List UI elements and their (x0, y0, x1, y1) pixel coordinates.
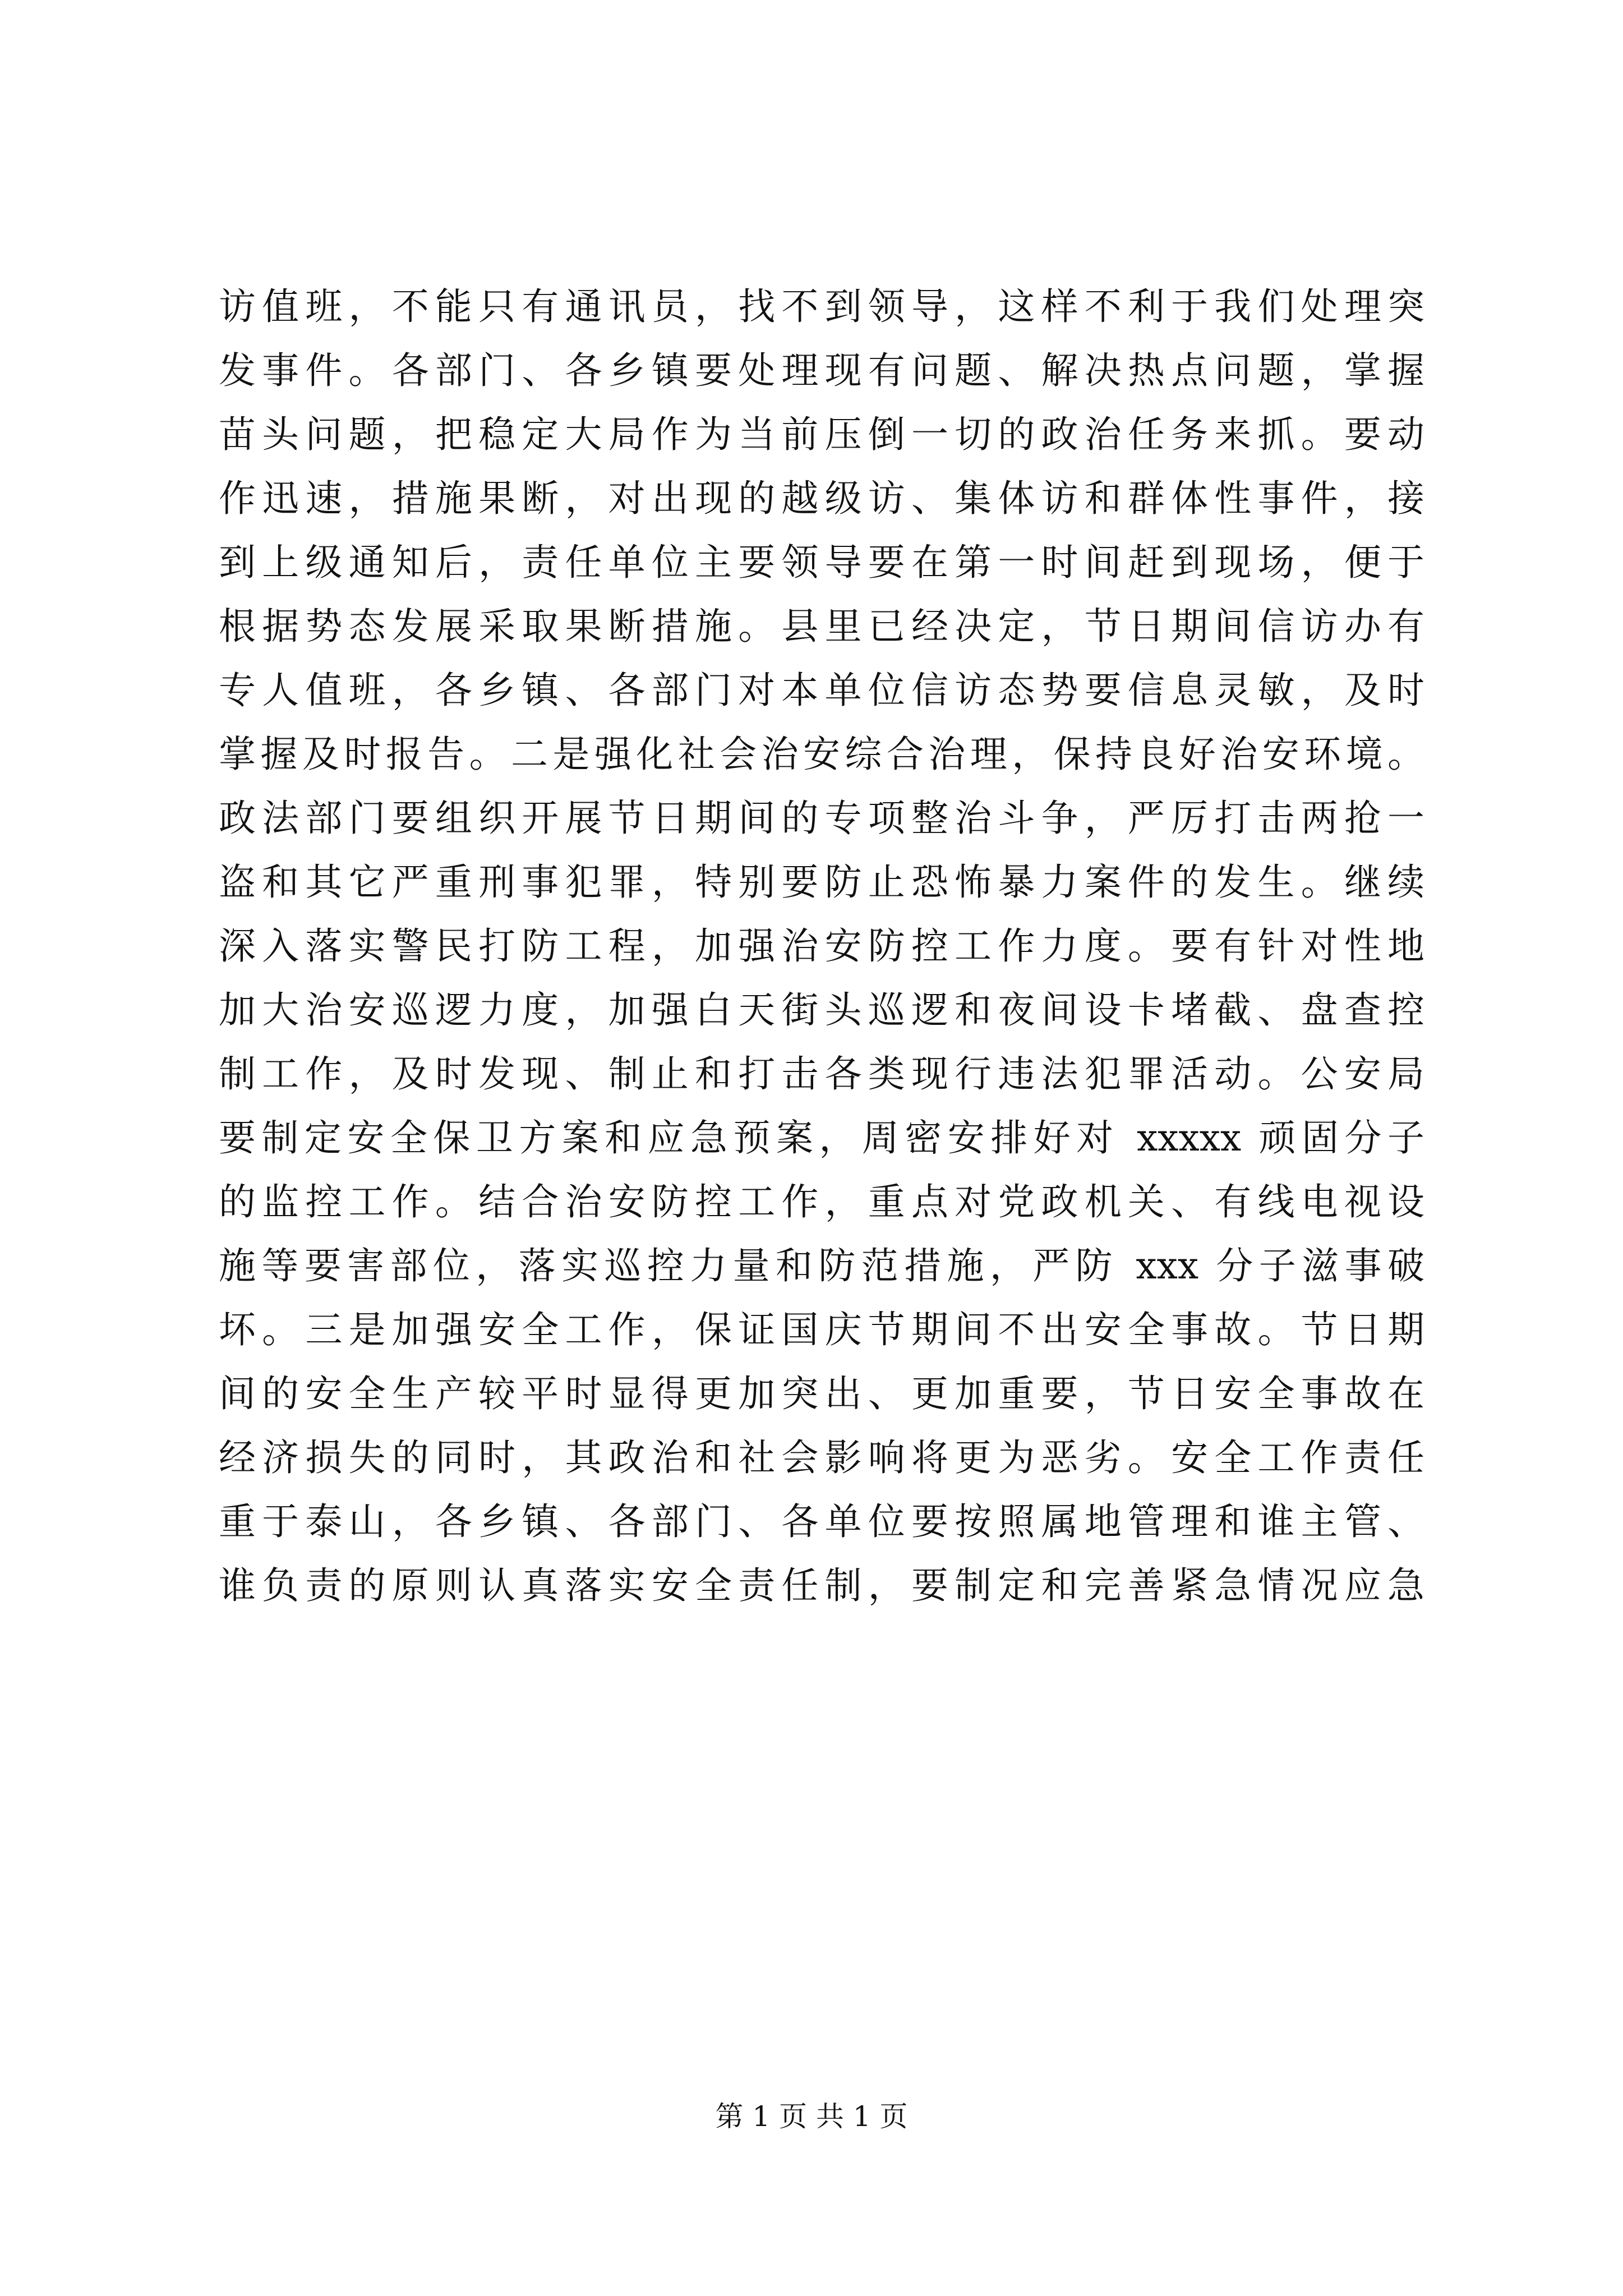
text-line: 专人值班，各乡镇、各部门对本单位信访态势要信息灵敏，及时 (219, 669, 1424, 712)
text-line: 的监控工作。结合治安防控工作，重点对党政机关、有线电视设 (219, 1180, 1424, 1223)
text-line: 间的安全生产较平时显得更加突出、更加重要，节日安全事故在 (219, 1372, 1424, 1415)
text-line: 到上级通知后，责任单位主要领导要在第一时间赶到现场，便于 (219, 541, 1424, 584)
text-line: 深入落实警民打防工程，加强治安防控工作力度。要有针对性地 (219, 924, 1424, 968)
body-text (219, 275, 1424, 1618)
text-line: 重于泰山，各乡镇、各部门、各单位要按照属地管理和谁主管、 (219, 1500, 1424, 1543)
page-footer: 第 1 页 共 1 页 (715, 2100, 908, 2133)
text-line: 根据势态发展采取果断措施。县里已经决定，节日期间信访办有 (219, 605, 1424, 648)
text-line: 访值班，不能只有通讯员，找不到领导，这样不利于我们处理突 (219, 285, 1424, 328)
text-line: 加大治安巡逻力度，加强白天街头巡逻和夜间设卡堵截、盘查控 (219, 988, 1424, 1032)
text-line: 政法部门要组织开展节日期间的专项整治斗争，严厉打击两抢一 (219, 797, 1424, 840)
text-line: 苗头问题，把稳定大局作为当前压倒一切的政治任务来抓。要动 (219, 413, 1424, 456)
text-line: 谁负责的原则认真落实安全责任制，要制定和完善紧急情况应急 (219, 1564, 1424, 1607)
text-line: 掌握及时报告。二是强化社会治安综合治理，保持良好治安环境。 (219, 733, 1424, 776)
text-line: 要制定安全保卫方案和应急预案，周密安排好对 xxxxx 顽固分子 (219, 1116, 1424, 1159)
text-line: 制工作，及时发现、制止和打击各类现行违法犯罪活动。公安局 (219, 1052, 1424, 1096)
text-line: 经济损失的同时，其政治和社会影响将更为恶劣。安全工作责任 (219, 1436, 1424, 1479)
text-line: 作迅速，措施果断，对出现的越级访、集体访和群体性事件，接 (219, 477, 1424, 520)
text-line: 盗和其它严重刑事犯罪，特别要防止恐怖暴力案件的发生。继续 (219, 861, 1424, 904)
text-line: 坏。三是加强安全工作，保证国庆节期间不出安全事故。节日期 (219, 1308, 1424, 1351)
text-line: 施等要害部位，落实巡控力量和防范措施，严防 xxx 分子滋事破 (219, 1244, 1424, 1287)
text-line: 发事件。各部门、各乡镇要处理现有问题、解决热点问题，掌握 (219, 349, 1424, 392)
